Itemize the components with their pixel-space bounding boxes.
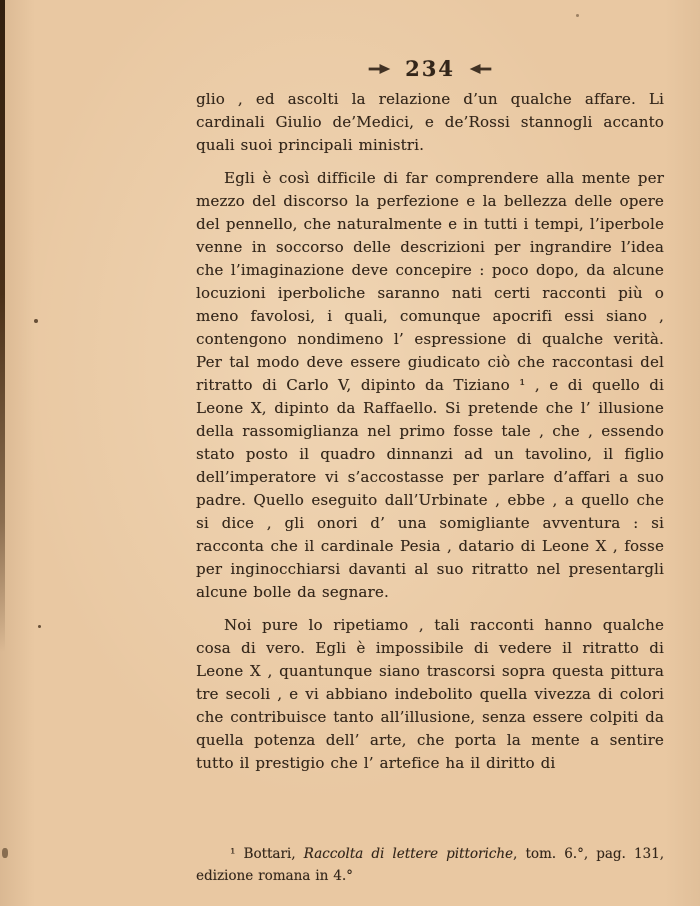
- footnote: [196, 844, 664, 887]
- scan-edge-artifact: [0, 0, 5, 652]
- page-number: 234: [405, 56, 455, 81]
- paragraph-iperbole: Egli è così difficile di far comprendere alla mente per mezzo del discorso la perfezione e la bellezza delle opere del pennello, che naturalmente e in tutti i tempi, l’iperbole venne in soccorso delle descrizioni per ingrandire l’idea che l’imaginazione deve concepire : poco dopo, da alcune locuzioni iperboliche saranno nati certi racconti più o meno favolosi, i quali, comunque apocrifi essi siano , contengono nondimeno l’ espressione di qualche verità. Per tal modo deve essere giudicato ciò che raccontasi del ritratto di Carlo V, dipinto da Tiziano ¹ , e di quello di Leone X, dipinto da Raffaello. Si pretende che l’ illusione della rassomiglianza nel primo fosse tale , che , essendo stato posto il quadro dinnanzi ad un tavolino, il figlio dell’imperatore vi s’accostasse per parlare d’affari a suo padre. Quello eseguito dall’Urbinate , ebbe , a quello che si dice , gli onori d’ una somigliante avventura : si racconta che il cardinale Pesia , datario di Leone X , fosse per inginocchiarsi davanti al suo ritratto nel presentargli alcune bolle da segnare.: [196, 169, 664, 601]
- page-header: [196, 56, 664, 81]
- paragraph-noi-pure: Noi pure lo ripetiamo , tali racconti hanno qualche cosa di vero. Egli è impossibile di vedere il ritratto di Leone X , quantunque siano trascorsi sopra questa pittura tre secoli , e vi abbiano indebolito quella vivezza di colori che contribuisce tanto all’illusione, senza essere colpiti da quella potenza dell’ arte, che porta la mente a sentire tutto il prestigio che l’ artefice ha il diritto di: [196, 616, 664, 772]
- footnote-author: Bottari,: [235, 846, 304, 862]
- footnote-reference: , tom. 6.°, pag. 131, edizione romana in 4.°: [196, 846, 665, 884]
- footnote-title: Raccolta di lettere pittoriche: [303, 846, 514, 862]
- scan-speck: [34, 319, 38, 323]
- footnote-marker: ¹: [230, 846, 236, 862]
- text-block: [196, 88, 664, 785]
- scan-speck: [576, 14, 579, 17]
- paragraph-continuation: glio , ed ascolti la relazione d’un qualche affare. Li cardinali Giulio de’Medici, e de’Rossi stannogli accanto quali suoi principali ministri.: [196, 90, 664, 154]
- scan-speck: [38, 625, 41, 628]
- arrow-left-ornament-icon: [468, 63, 493, 75]
- arrow-right-ornament-icon: [367, 63, 392, 75]
- scan-speck: [2, 848, 8, 858]
